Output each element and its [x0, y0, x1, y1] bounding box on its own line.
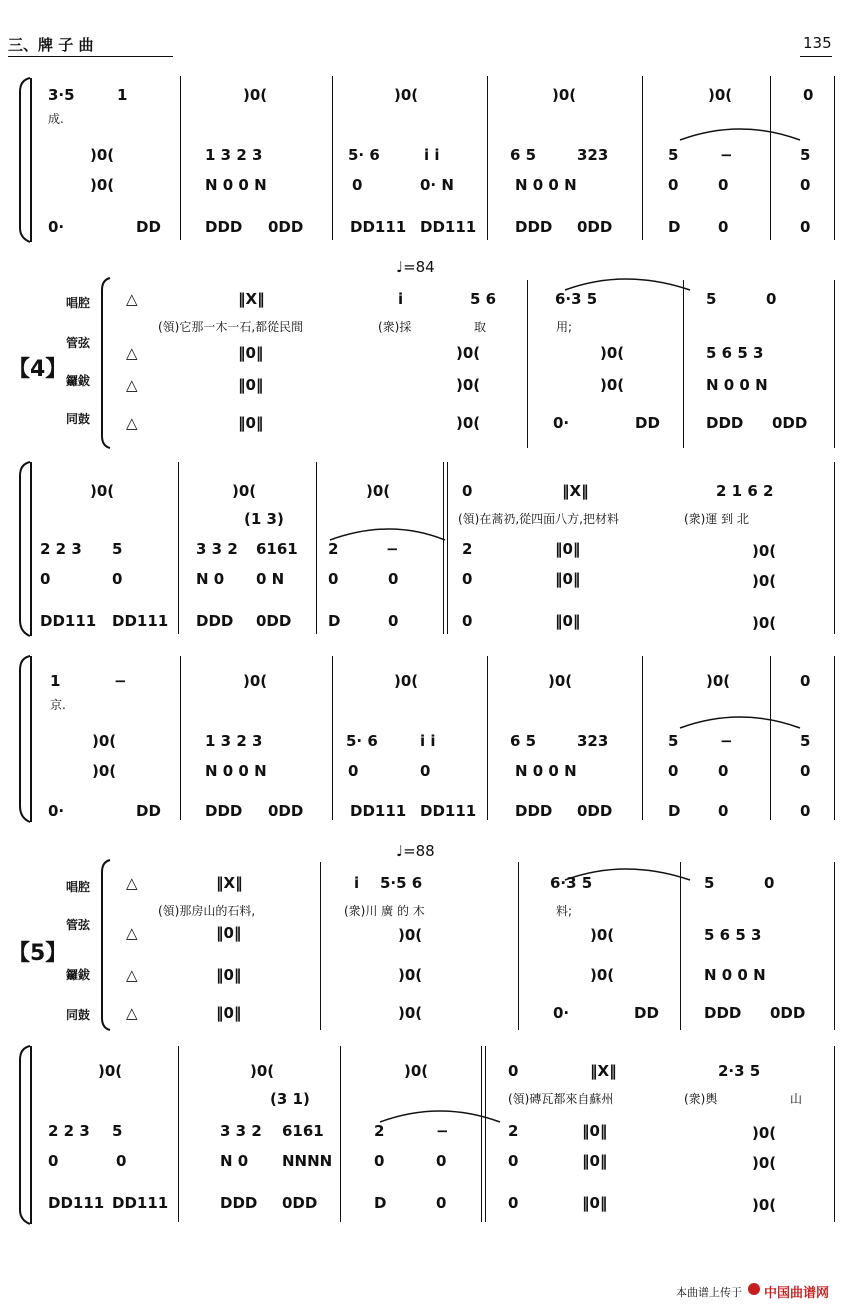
- note: D: [374, 1194, 387, 1212]
- rest-symbol: )0(: [394, 672, 419, 690]
- note-group: N 0 0 N: [205, 762, 267, 780]
- drum-pattern: DDD: [515, 802, 553, 820]
- repeat-symbol: ‖X‖: [216, 874, 243, 892]
- dash: −: [436, 1122, 449, 1140]
- note-group: 6 5: [510, 146, 537, 164]
- section-5-barline: [320, 862, 321, 1030]
- note-group: 3 3 2: [196, 540, 238, 558]
- rest-symbol: )0(: [398, 926, 423, 944]
- note: 0: [348, 762, 359, 780]
- lyric-text: (衆)採: [378, 320, 412, 334]
- system-1-barline: [180, 76, 181, 240]
- drum-pattern: DD: [635, 414, 660, 432]
- running-header: 三、牌 子 曲: [8, 36, 94, 54]
- note: 2: [508, 1122, 519, 1140]
- system-3-end-bar: [834, 462, 835, 634]
- note-group: NNNN: [282, 1152, 333, 1170]
- note: 0: [800, 802, 811, 820]
- note-group: 2 2 3: [48, 1122, 90, 1140]
- note-group: (3 1): [270, 1090, 310, 1108]
- rest-symbol: )0(: [590, 966, 615, 984]
- note: 0·: [48, 802, 65, 820]
- note: 2: [374, 1122, 385, 1140]
- note: 0: [800, 176, 811, 194]
- rest-symbol: )0(: [243, 86, 268, 104]
- repeat-symbol: ‖X‖: [562, 482, 589, 500]
- rest-symbol: )0(: [456, 414, 481, 432]
- rest-symbol: )0(: [92, 732, 117, 750]
- note: i: [398, 290, 404, 308]
- rest-symbol: )0(: [398, 1004, 423, 1022]
- site-logo-icon: [748, 1283, 760, 1295]
- footer-site-name[interactable]: 中国曲谱网: [764, 1286, 830, 1301]
- system-3-barline: [316, 462, 317, 634]
- repeat-symbol: ‖0‖: [555, 540, 581, 558]
- rest-symbol: )0(: [98, 1062, 123, 1080]
- system-6-end-bar: [834, 1046, 835, 1222]
- note: 0: [800, 672, 811, 690]
- drum-pattern: 0DD: [268, 218, 304, 236]
- drum-pattern: DDD: [704, 1004, 742, 1022]
- note-group: 5 6 5 3: [704, 926, 762, 944]
- note: 0: [718, 762, 729, 780]
- note: 5: [112, 540, 123, 558]
- system-3-left-bar: [30, 462, 32, 636]
- system-1-end-bar: [834, 76, 835, 240]
- drum-pattern: 0DD: [577, 802, 613, 820]
- note: 0: [800, 762, 811, 780]
- rest-symbol: )0(: [398, 966, 423, 984]
- note-group: 5·5 6: [380, 874, 423, 892]
- rest-symbol: )0(: [752, 1196, 777, 1214]
- dash: −: [114, 672, 127, 690]
- drum-pattern: DD111: [350, 802, 407, 820]
- system-4-left-bar: [30, 656, 32, 822]
- lyric-text: (衆)輿: [684, 1092, 718, 1106]
- part-label-strings: 管弦: [66, 336, 91, 350]
- note: 0: [668, 176, 679, 194]
- note-group: i i: [424, 146, 440, 164]
- note: 0: [462, 482, 473, 500]
- repeat-symbol: ‖0‖: [582, 1122, 608, 1140]
- triangle-symbol: △: [126, 290, 138, 308]
- note-group: 0· N: [420, 176, 454, 194]
- system-4-barline: [770, 656, 771, 820]
- system-4-barline: [487, 656, 488, 820]
- part-label-cymbals: 鑼鈸: [66, 968, 91, 982]
- note-group: 3·5: [48, 86, 75, 104]
- rest-symbol: )0(: [243, 672, 268, 690]
- note: 0·: [553, 1004, 570, 1022]
- note-group: N 0 0 N: [704, 966, 766, 984]
- part-label-strings: 管弦: [66, 918, 91, 932]
- drum-pattern: 0DD: [772, 414, 808, 432]
- drum-pattern: DD111: [112, 1194, 169, 1212]
- rest-symbol: )0(: [552, 86, 577, 104]
- repeat-symbol: ‖0‖: [238, 344, 264, 362]
- note-group: N 0 0 N: [205, 176, 267, 194]
- triangle-symbol: △: [126, 376, 138, 394]
- note-group: 5 6: [470, 290, 497, 308]
- rest-symbol: )0(: [600, 344, 625, 362]
- note: 0: [436, 1152, 447, 1170]
- drum-pattern: DDD: [196, 612, 234, 630]
- note-group: 5· 6: [348, 146, 380, 164]
- note-group: 2·3 5: [718, 1062, 761, 1080]
- tempo-marking: ♩=88: [396, 842, 435, 860]
- note: 0: [436, 1194, 447, 1212]
- note: 0: [766, 290, 777, 308]
- note: 0: [388, 570, 399, 588]
- rest-symbol: )0(: [90, 146, 115, 164]
- rest-symbol: )0(: [366, 482, 391, 500]
- rest-symbol: )0(: [708, 86, 733, 104]
- note: 0: [388, 612, 399, 630]
- lyric-text: (衆)川 廣 的 木: [344, 904, 425, 918]
- note: 0: [462, 612, 473, 630]
- note-group: 6·3 5: [550, 874, 593, 892]
- repeat-symbol: ‖0‖: [238, 376, 264, 394]
- drum-pattern: DD111: [350, 218, 407, 236]
- rest-symbol: )0(: [90, 176, 115, 194]
- note-group: 1 3 2 3: [205, 146, 263, 164]
- note-group: 6 5: [510, 732, 537, 750]
- note: 0: [764, 874, 775, 892]
- section-4-barline: [683, 280, 684, 448]
- repeat-symbol: ‖0‖: [216, 924, 242, 942]
- triangle-symbol: △: [126, 1004, 138, 1022]
- note: 0: [508, 1062, 519, 1080]
- drum-pattern: DDD: [220, 1194, 258, 1212]
- triangle-symbol: △: [126, 874, 138, 892]
- note: 1: [50, 672, 61, 690]
- note: 5: [704, 874, 715, 892]
- rest-symbol: )0(: [752, 1124, 777, 1142]
- drum-pattern: DD111: [48, 1194, 105, 1212]
- note: 2: [462, 540, 473, 558]
- system-6-left-bar: [30, 1046, 32, 1224]
- part-label-drums: 同鼓: [66, 1008, 91, 1022]
- note: 0: [508, 1152, 519, 1170]
- note-group: 323: [577, 732, 609, 750]
- drum-pattern: DD: [136, 802, 161, 820]
- rest-symbol: )0(: [90, 482, 115, 500]
- rest-symbol: )0(: [548, 672, 573, 690]
- note: 0: [803, 86, 814, 104]
- system-1-barline: [487, 76, 488, 240]
- section-label: 【5】: [8, 941, 68, 966]
- note-group: 3 3 2: [220, 1122, 262, 1140]
- dash: −: [386, 540, 399, 558]
- repeat-symbol: ‖0‖: [582, 1194, 608, 1212]
- section-label: 【4】: [8, 357, 68, 382]
- section-5-end-bar: [834, 862, 835, 1030]
- note-group: (1 3): [244, 510, 284, 528]
- note: 0: [40, 570, 51, 588]
- rest-symbol: )0(: [706, 672, 731, 690]
- drum-pattern: DDD: [205, 218, 243, 236]
- lyric-text: (領)它那一木一石,都從民間: [158, 320, 304, 334]
- rest-symbol: )0(: [600, 376, 625, 394]
- lyric-text: (衆)運 到 北: [684, 512, 749, 526]
- rest-symbol: )0(: [752, 1154, 777, 1172]
- note: 0: [800, 218, 811, 236]
- system-1-barline: [770, 76, 771, 240]
- note: 5: [800, 146, 811, 164]
- rest-symbol: )0(: [394, 86, 419, 104]
- note-group: 323: [577, 146, 609, 164]
- note-group: N 0: [196, 570, 225, 588]
- note: D: [668, 218, 681, 236]
- drum-pattern: DD: [634, 1004, 659, 1022]
- repeat-symbol: ‖X‖: [590, 1062, 617, 1080]
- rest-symbol: )0(: [752, 542, 777, 560]
- note: 5: [112, 1122, 123, 1140]
- system-6-double-bar: [481, 1046, 482, 1222]
- lyric-text: (領)在蒿礽,從四面八方,把材料: [458, 512, 619, 526]
- lyric-text: (領)磚瓦都來自蘇州: [508, 1092, 614, 1106]
- drum-pattern: 0DD: [577, 218, 613, 236]
- note-group: N 0 0 N: [515, 176, 577, 194]
- note: 0: [112, 570, 123, 588]
- tempo-marking: ♩=84: [396, 258, 435, 276]
- note: 1: [117, 86, 128, 104]
- section-4-end-bar: [834, 280, 835, 448]
- drum-pattern: 0DD: [770, 1004, 806, 1022]
- note: D: [328, 612, 341, 630]
- lyric-text: 用;: [556, 320, 573, 334]
- system-1-barline: [642, 76, 643, 240]
- drum-pattern: DD111: [420, 802, 477, 820]
- drum-pattern: DD111: [40, 612, 97, 630]
- note: 0·: [553, 414, 570, 432]
- note: 0: [48, 1152, 59, 1170]
- note: 0: [718, 802, 729, 820]
- system-1-left-bar: [30, 78, 32, 242]
- rest-symbol: )0(: [590, 926, 615, 944]
- repeat-symbol: ‖X‖: [238, 290, 265, 308]
- note: 0: [328, 570, 339, 588]
- dash: −: [720, 146, 733, 164]
- lyric-text: (領)那房山的石料,: [158, 904, 256, 918]
- triangle-symbol: △: [126, 414, 138, 432]
- note-group: i i: [420, 732, 436, 750]
- note: D: [668, 802, 681, 820]
- system-4-barline: [642, 656, 643, 820]
- note: 5: [706, 290, 717, 308]
- triangle-symbol: △: [126, 344, 138, 362]
- rest-symbol: )0(: [752, 572, 777, 590]
- drum-pattern: DD111: [112, 612, 169, 630]
- drum-pattern: DDD: [205, 802, 243, 820]
- note-group: N 0 0 N: [515, 762, 577, 780]
- rest-symbol: )0(: [404, 1062, 429, 1080]
- triangle-symbol: △: [126, 966, 138, 984]
- note-group: 2 1 6 2: [716, 482, 774, 500]
- drum-pattern: 0DD: [268, 802, 304, 820]
- note-group: 1 3 2 3: [205, 732, 263, 750]
- note: 2: [328, 540, 339, 558]
- note: 0: [462, 570, 473, 588]
- repeat-symbol: ‖0‖: [555, 612, 581, 630]
- system-6-barline: [340, 1046, 341, 1222]
- note: 5: [668, 732, 679, 750]
- footer-text: 本曲谱上传于: [676, 1286, 742, 1299]
- part-label-cymbals: 鑼鈸: [66, 374, 91, 388]
- repeat-symbol: ‖0‖: [238, 414, 264, 432]
- note: 5: [668, 146, 679, 164]
- system-4-barline: [180, 656, 181, 820]
- note: 0: [718, 218, 729, 236]
- note: 0: [116, 1152, 127, 1170]
- drum-pattern: 0DD: [282, 1194, 318, 1212]
- note-group: 5 6 5 3: [706, 344, 764, 362]
- lyric-text: 成.: [48, 112, 64, 126]
- note: i: [354, 874, 360, 892]
- section-5-barline: [680, 862, 681, 1030]
- note-group: 0 N: [256, 570, 285, 588]
- repeat-symbol: ‖0‖: [216, 1004, 242, 1022]
- rest-symbol: )0(: [232, 482, 257, 500]
- drum-pattern: 0DD: [256, 612, 292, 630]
- rest-symbol: )0(: [250, 1062, 275, 1080]
- note-group: 6161: [282, 1122, 324, 1140]
- system-3-double-bar: [447, 462, 448, 634]
- note-group: N 0 0 N: [706, 376, 768, 394]
- section-4-barline: [527, 280, 528, 448]
- note: 0: [352, 176, 363, 194]
- section-5-barline: [518, 862, 519, 1030]
- note: 0: [374, 1152, 385, 1170]
- part-label-vocal: 唱腔: [66, 296, 91, 310]
- note: 5: [800, 732, 811, 750]
- system-4-barline: [332, 656, 333, 820]
- repeat-symbol: ‖0‖: [582, 1152, 608, 1170]
- drum-pattern: DD111: [420, 218, 477, 236]
- lyric-text: 京.: [50, 698, 66, 712]
- note-group: 6·3 5: [555, 290, 598, 308]
- system-3-barline: [178, 462, 179, 634]
- page-number: 135: [803, 34, 832, 52]
- drum-pattern: DDD: [706, 414, 744, 432]
- rest-symbol: )0(: [92, 762, 117, 780]
- part-label-vocal: 唱腔: [66, 880, 91, 894]
- rest-symbol: )0(: [456, 344, 481, 362]
- lyric-text: 料;: [556, 904, 573, 918]
- system-1-barline: [332, 76, 333, 240]
- note-group: 2 2 3: [40, 540, 82, 558]
- note-group: N 0: [220, 1152, 249, 1170]
- drum-pattern: DD: [136, 218, 161, 236]
- note: 0·: [48, 218, 65, 236]
- rest-symbol: )0(: [456, 376, 481, 394]
- part-label-drums: 同鼓: [66, 412, 91, 426]
- lyric-text: 取: [474, 320, 487, 334]
- system-3-double-bar: [443, 462, 444, 634]
- note: 0: [508, 1194, 519, 1212]
- system-6-double-bar: [485, 1046, 486, 1222]
- repeat-symbol: ‖0‖: [555, 570, 581, 588]
- rest-symbol: )0(: [752, 614, 777, 632]
- note: 0: [718, 176, 729, 194]
- note-group: 6161: [256, 540, 298, 558]
- note: 0: [420, 762, 431, 780]
- dash: −: [720, 732, 733, 750]
- lyric-text: 山: [790, 1092, 803, 1106]
- triangle-symbol: △: [126, 924, 138, 942]
- note: 0: [668, 762, 679, 780]
- note-group: 5· 6: [346, 732, 378, 750]
- system-6-barline: [178, 1046, 179, 1222]
- repeat-symbol: ‖0‖: [216, 966, 242, 984]
- drum-pattern: DDD: [515, 218, 553, 236]
- system-4-end-bar: [834, 656, 835, 820]
